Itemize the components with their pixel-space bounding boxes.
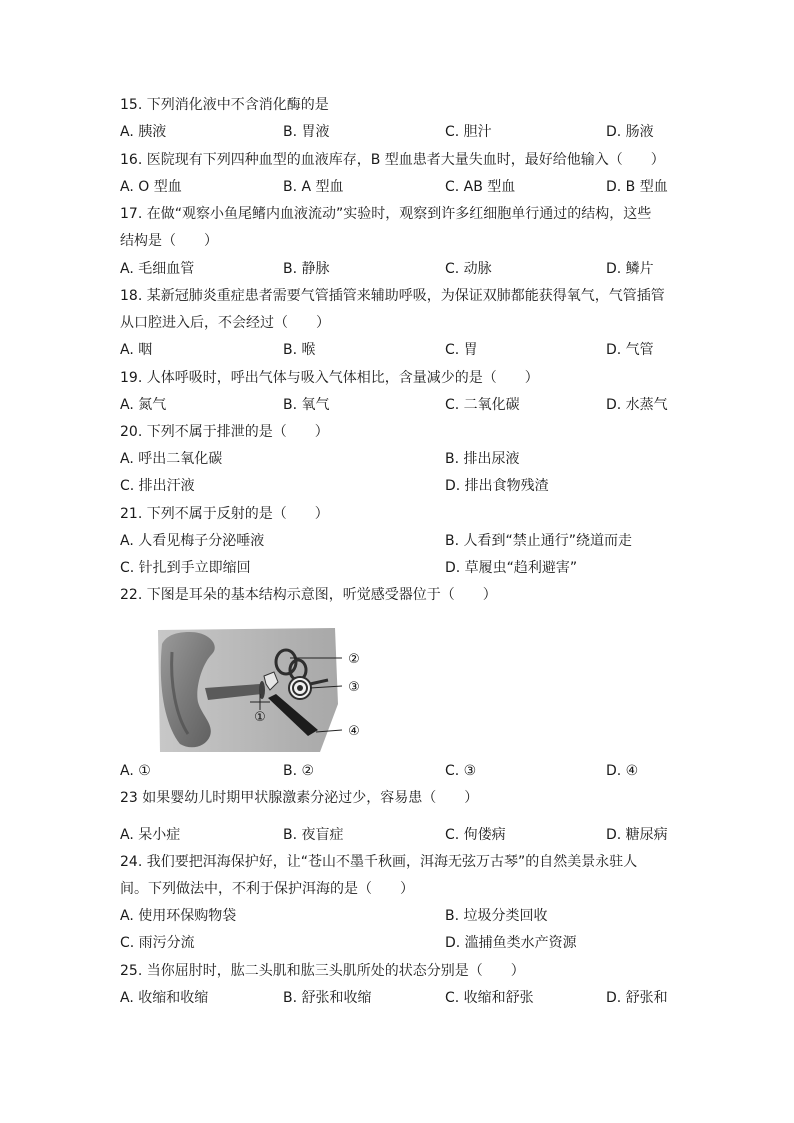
- question-20-stem: 20. 下列不属于排泄的是（ ）: [120, 424, 329, 440]
- q16-option-d: D. B 型血: [606, 179, 668, 195]
- q20-option-a: A. 呼出二氧化碳: [120, 451, 223, 467]
- q24-option-a: A. 使用环保购物袋: [120, 908, 237, 924]
- question-17-stem-line1: 17. 在做“观察小鱼尾鳍内血液流动”实验时，观察到许多红细胞单行通过的结构，这些: [120, 206, 652, 222]
- question-24-stem-line2: 间。下列做法中，不利于保护洱海的是（ ）: [120, 881, 414, 897]
- q23-option-b: B. 夜盲症: [283, 827, 344, 843]
- q15-option-c: C. 胆汁: [445, 124, 492, 140]
- q20-option-b: B. 排出尿液: [445, 451, 520, 467]
- question-16-stem: 16. 医院现有下列四种血型的血液库存，B 型血患者大量失血时，最好给他输入（ ）: [120, 152, 665, 168]
- q24-option-b: B. 垃圾分类回收: [445, 908, 548, 924]
- q25-option-a: A. 收缩和收缩: [120, 990, 209, 1006]
- label-3: ③: [348, 680, 360, 695]
- q21-option-d: D. 草履虫“趋利避害”: [445, 560, 578, 576]
- q16-option-b: B. A 型血: [283, 179, 344, 195]
- q23-option-a: A. 呆小症: [120, 827, 181, 843]
- q19-option-b: B. 氧气: [283, 397, 330, 413]
- q16-option-a: A. O 型血: [120, 179, 182, 195]
- q16-option-c: C. AB 型血: [445, 179, 516, 195]
- q25-option-d: D. 舒张和: [606, 990, 668, 1006]
- question-23-stem: 23 如果婴幼儿时期甲状腺激素分泌过少，容易患（ ）: [120, 790, 479, 806]
- q21-option-b: B. 人看到“禁止通行”绕道而走: [445, 533, 633, 549]
- q21-option-c: C. 针扎到手立即缩回: [120, 560, 251, 576]
- question-15-stem: 15. 下列消化液中不含消化酶的是: [120, 97, 329, 113]
- question-22-stem: 22. 下图是耳朵的基本结构示意图，听觉感受器位于（ ）: [120, 587, 497, 603]
- question-21-stem: 21. 下列不属于反射的是（ ）: [120, 506, 329, 522]
- question-17-stem-line2: 结构是（ ）: [120, 233, 218, 249]
- q18-option-d: D. 气管: [606, 342, 654, 358]
- q21-option-a: A. 人看见梅子分泌唾液: [120, 533, 265, 549]
- cochlea-inner: [297, 685, 303, 691]
- label-4: ④: [348, 724, 360, 739]
- q19-option-c: C. 二氧化碳: [445, 397, 520, 413]
- label-1: ①: [254, 710, 266, 725]
- q15-option-a: A. 胰液: [120, 124, 167, 140]
- q22-option-a: A. ①: [120, 763, 151, 779]
- q20-option-c: C. 排出汗液: [120, 478, 195, 494]
- q15-option-d: D. 肠液: [606, 124, 654, 140]
- q18-option-b: B. 喉: [283, 342, 316, 358]
- q18-option-a: A. 咽: [120, 342, 153, 358]
- q17-option-a: A. 毛细血管: [120, 261, 195, 277]
- question-25-stem: 25. 当你屈肘时，肱二头肌和肱三头肌所处的状态分别是（ ）: [120, 963, 525, 979]
- question-18-stem-line1: 18. 某新冠肺炎重症患者需要气管插管来辅助呼吸，为保证双肺都能获得氧气，气管插管: [120, 288, 665, 304]
- question-19-stem: 19. 人体呼吸时，呼出气体与吸入气体相比，含量减少的是（ ）: [120, 370, 539, 386]
- question-18-stem-line2: 从口腔进入后，不会经过（ ）: [120, 315, 330, 331]
- q22-option-d: D. ④: [606, 763, 639, 779]
- label-2: ②: [348, 652, 360, 667]
- q15-option-b: B. 胃液: [283, 124, 330, 140]
- q19-option-a: A. 氮气: [120, 397, 167, 413]
- q22-option-b: B. ②: [283, 763, 315, 779]
- q25-option-b: B. 舒张和收缩: [283, 990, 372, 1006]
- q22-option-c: C. ③: [445, 763, 477, 779]
- q17-option-b: B. 静脉: [283, 261, 330, 277]
- q17-option-c: C. 动脉: [445, 261, 492, 277]
- q24-option-c: C. 雨污分流: [120, 935, 195, 951]
- q23-option-c: C. 佝偻病: [445, 827, 506, 843]
- q23-option-d: D. 糖尿病: [606, 827, 668, 843]
- q24-option-d: D. 滥捕鱼类水产资源: [445, 935, 577, 951]
- q19-option-d: D. 水蒸气: [606, 397, 668, 413]
- q17-option-d: D. 鳞片: [606, 261, 654, 277]
- q18-option-c: C. 胃: [445, 342, 478, 358]
- ear-structure-diagram: [150, 624, 370, 752]
- q20-option-d: D. 排出食物残渣: [445, 478, 549, 494]
- q25-option-c: C. 收缩和舒张: [445, 990, 534, 1006]
- question-24-stem-line1: 24. 我们要把洱海保护好，让“苍山不墨千秋画，洱海无弦万古琴”的自然美景永驻人: [120, 854, 638, 870]
